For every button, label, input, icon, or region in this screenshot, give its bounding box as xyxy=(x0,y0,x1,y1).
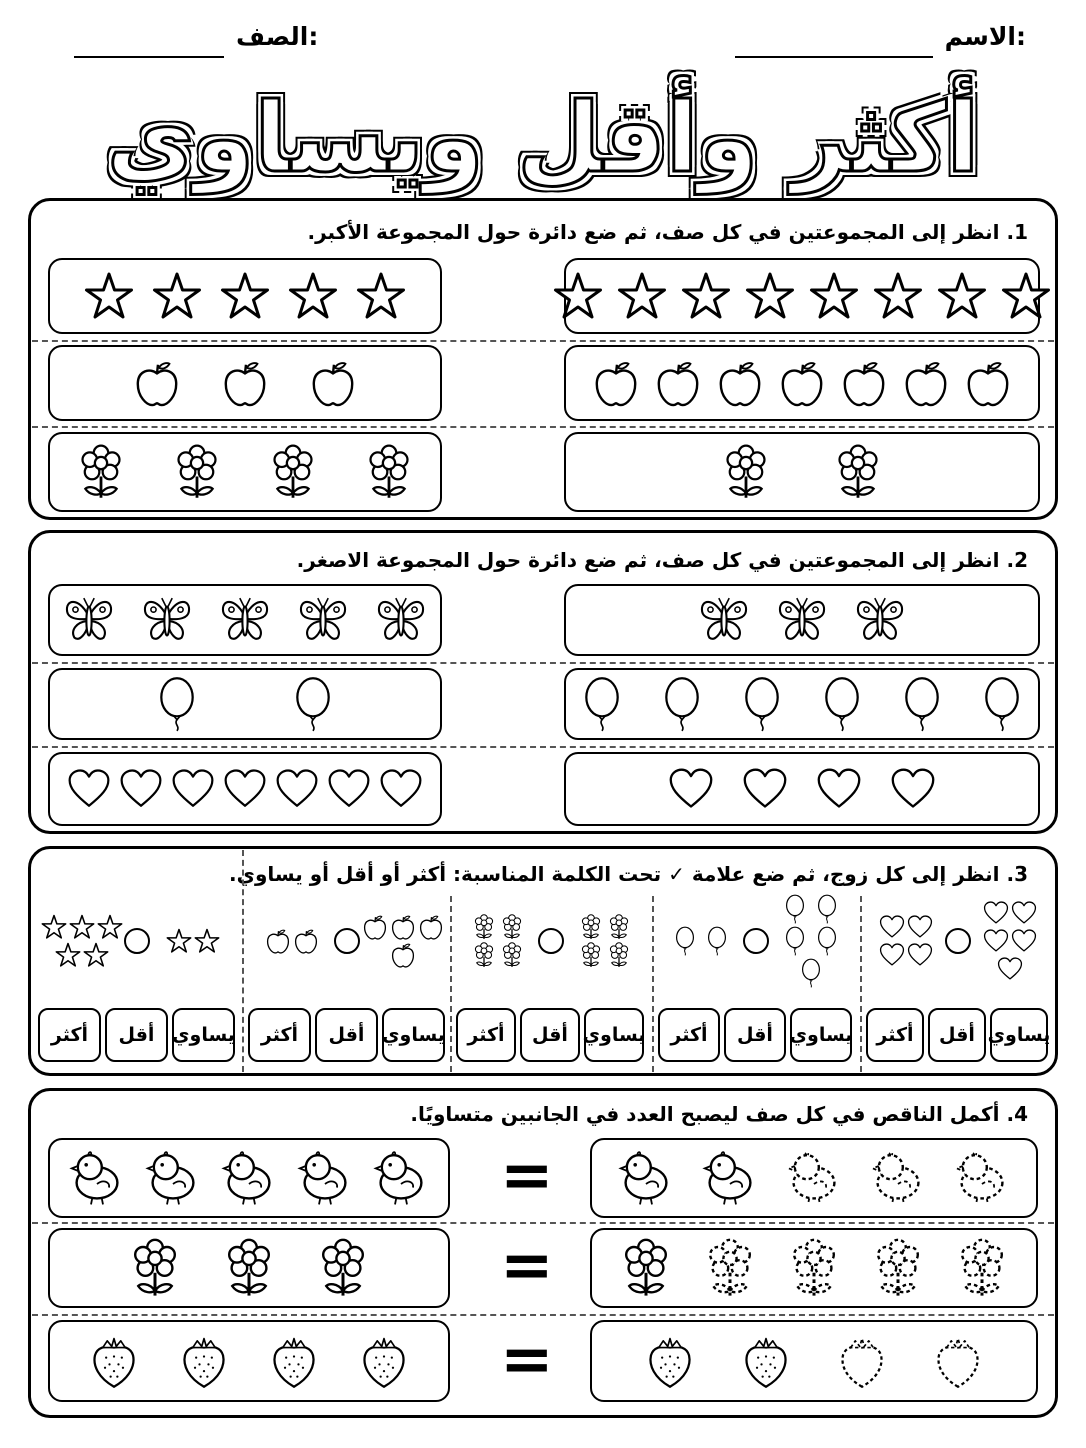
apple-icon xyxy=(418,914,444,940)
flower-trace-icon[interactable] xyxy=(868,1238,928,1298)
heart-icon xyxy=(890,766,936,812)
row-divider xyxy=(32,340,1054,342)
star-icon xyxy=(937,271,987,321)
option-equal-button[interactable]: يساوي xyxy=(990,1008,1048,1062)
star-icon xyxy=(55,942,81,968)
s2-r3-right-group[interactable] xyxy=(564,752,1040,826)
option-less-button[interactable]: أقل xyxy=(520,1008,580,1062)
star-icon xyxy=(84,271,134,321)
option-less-button[interactable]: أقل xyxy=(724,1008,786,1062)
section-2-instruction: 2. انظر إلى المجموعتين في كل صف، ثم ضع دائرة حول المجموعة الاصغر. xyxy=(296,548,1028,572)
row-divider xyxy=(32,1222,1054,1224)
option-equal-button[interactable]: يساوي xyxy=(790,1008,852,1062)
answer-circle[interactable] xyxy=(945,928,971,954)
answer-circle[interactable] xyxy=(334,928,360,954)
s2-r2-left-items xyxy=(50,670,440,738)
pair-group xyxy=(361,914,444,968)
star-icon xyxy=(83,942,109,968)
option-less-button[interactable]: أقل xyxy=(928,1008,986,1062)
s4-r2-left-items xyxy=(50,1230,448,1306)
s2-r3-right-items xyxy=(566,754,1038,824)
s4-r3-left-items xyxy=(50,1322,448,1400)
flower-icon xyxy=(169,444,225,500)
star-icon xyxy=(69,914,95,940)
balloon-icon xyxy=(702,926,732,956)
heart-icon xyxy=(1011,900,1037,926)
s4-r2-right-group[interactable] xyxy=(590,1228,1038,1308)
s4-r1-right-items xyxy=(592,1140,1036,1216)
chick-icon xyxy=(700,1148,760,1208)
apple-icon xyxy=(221,359,269,407)
balloon-icon xyxy=(812,894,842,924)
s1-r2-left-group[interactable] xyxy=(48,345,442,421)
flower-icon xyxy=(219,1238,279,1298)
s4-r1-left-group[interactable] xyxy=(48,1138,450,1218)
heart-icon xyxy=(907,914,933,940)
answer-circle[interactable] xyxy=(538,928,564,954)
star-icon xyxy=(1001,271,1051,321)
s2-r1-right-items xyxy=(566,586,1038,654)
flower-icon xyxy=(578,914,604,940)
balloon-icon xyxy=(670,926,700,956)
compare-pair xyxy=(862,900,1054,1070)
s2-r1-left-items xyxy=(50,586,440,654)
heart-icon xyxy=(67,767,111,811)
heart-icon xyxy=(997,956,1023,982)
heart-icon xyxy=(983,900,1009,926)
heart-icon xyxy=(879,914,905,940)
balloon-icon xyxy=(796,958,826,988)
flower-icon xyxy=(718,444,774,500)
apple-icon xyxy=(840,359,888,407)
compare-pair xyxy=(654,900,858,1070)
s4-r1-left-items xyxy=(50,1140,448,1216)
butterfly-icon xyxy=(297,594,349,646)
butterfly-icon xyxy=(219,594,271,646)
s4-r3-right-group[interactable] xyxy=(590,1320,1038,1402)
chick-trace-icon[interactable] xyxy=(952,1148,1012,1208)
class-label: الصف: xyxy=(236,22,319,51)
balloon-icon xyxy=(974,676,1030,732)
star-icon xyxy=(617,271,667,321)
heart-icon xyxy=(275,767,319,811)
pair-group xyxy=(151,928,234,954)
flower-icon xyxy=(313,1238,373,1298)
star-icon xyxy=(194,928,220,954)
section-3-instruction: 3. انظر إلى كل زوج، ثم ضع علامة ✓ تحت الكلمة المناسبة: أكثر أو أقل أو يساوي. xyxy=(229,862,1028,886)
pair-group xyxy=(660,926,742,956)
option-equal-button[interactable]: يساوي xyxy=(584,1008,644,1062)
star-icon xyxy=(745,271,795,321)
s1-r3-left-group[interactable] xyxy=(48,432,442,512)
option-equal-button[interactable]: يساوي xyxy=(382,1008,445,1062)
row-divider xyxy=(32,426,1054,428)
pair-group xyxy=(770,894,852,988)
page-title: أكثر وأقل ويساوي xyxy=(106,82,980,194)
balloon-icon xyxy=(894,676,950,732)
flower-icon xyxy=(499,914,525,940)
balloon-icon xyxy=(734,676,790,732)
pair-group xyxy=(458,914,537,968)
butterfly-icon xyxy=(63,594,115,646)
s1-r3-right-items xyxy=(566,434,1038,510)
star-icon xyxy=(873,271,923,321)
s4-r1-right-group[interactable] xyxy=(590,1138,1038,1218)
apple-icon xyxy=(133,359,181,407)
section-4-instruction: 4. أكمل الناقص في كل صف ليصبح العدد في الجانبين متساويًا. xyxy=(410,1102,1028,1126)
balloon-icon xyxy=(654,676,710,732)
flower-icon xyxy=(265,444,321,500)
row-divider xyxy=(32,746,1054,748)
balloon-icon xyxy=(149,676,205,732)
star-icon xyxy=(356,271,406,321)
apple-icon xyxy=(390,914,416,940)
equals-sign: = xyxy=(500,1323,554,1397)
flower-icon xyxy=(125,1238,185,1298)
s2-r2-left-group[interactable] xyxy=(48,668,442,740)
flower-icon xyxy=(616,1238,676,1298)
s2-r1-right-group[interactable] xyxy=(564,584,1040,656)
flower-trace-icon[interactable] xyxy=(784,1238,844,1298)
flower-icon xyxy=(471,914,497,940)
flower-icon xyxy=(73,444,129,500)
s2-r3-left-group[interactable] xyxy=(48,752,442,826)
equals-sign: = xyxy=(500,1229,554,1303)
s1-r2-right-items xyxy=(566,347,1038,419)
star-icon xyxy=(41,914,67,940)
apple-icon xyxy=(964,359,1012,407)
butterfly-icon xyxy=(141,594,193,646)
chick-icon xyxy=(616,1148,676,1208)
s4-r3-left-group[interactable] xyxy=(48,1320,450,1402)
section-1-instruction: 1. انظر إلى المجموعتين في كل صف، ثم ضع دائرة حول المجموعة الأكبر. xyxy=(307,220,1028,244)
option-more-button[interactable]: أكثر xyxy=(866,1008,924,1062)
star-icon xyxy=(166,928,192,954)
balloon-icon xyxy=(780,894,810,924)
name-blank-field[interactable] xyxy=(735,56,933,58)
option-less-button[interactable]: أقل xyxy=(315,1008,378,1062)
flower-icon xyxy=(578,942,604,968)
butterfly-icon xyxy=(854,594,906,646)
s2-r3-left-items xyxy=(50,754,440,824)
butterfly-icon xyxy=(776,594,828,646)
heart-icon xyxy=(1011,928,1037,954)
s1-r3-left-items xyxy=(50,434,440,510)
row-divider xyxy=(32,662,1054,664)
heart-icon xyxy=(223,767,267,811)
star-icon xyxy=(220,271,270,321)
pair-group xyxy=(972,900,1048,982)
balloon-icon xyxy=(812,926,842,956)
strawberry-icon xyxy=(86,1333,142,1389)
apple-icon xyxy=(390,942,416,968)
apple-icon xyxy=(592,359,640,407)
equals-sign: = xyxy=(500,1139,554,1213)
s4-r3-right-items xyxy=(592,1322,1036,1400)
heart-icon xyxy=(119,767,163,811)
flower-icon xyxy=(606,914,632,940)
star-icon xyxy=(152,271,202,321)
flower-icon xyxy=(471,942,497,968)
heart-icon xyxy=(171,767,215,811)
heart-icon xyxy=(742,766,788,812)
s1-r1-right-group[interactable] xyxy=(564,258,1040,334)
s1-r2-left-items xyxy=(50,347,440,419)
heart-icon xyxy=(907,942,933,968)
compare-pair xyxy=(34,900,240,1070)
apple-icon xyxy=(716,359,764,407)
row-divider xyxy=(32,1314,1054,1316)
butterfly-icon xyxy=(375,594,427,646)
strawberry-icon xyxy=(266,1333,322,1389)
chick-icon xyxy=(371,1148,431,1208)
apple-icon xyxy=(902,359,950,407)
strawberry-icon xyxy=(642,1333,698,1389)
balloon-icon xyxy=(814,676,870,732)
heart-icon xyxy=(816,766,862,812)
s1-r2-right-group[interactable] xyxy=(564,345,1040,421)
heart-icon xyxy=(327,767,371,811)
heart-icon xyxy=(379,767,423,811)
s2-r2-right-items xyxy=(566,670,1038,738)
balloon-icon xyxy=(285,676,341,732)
flower-icon xyxy=(606,942,632,968)
s1-r1-right-items xyxy=(566,260,1038,332)
s1-r1-left-items xyxy=(50,260,440,332)
pair-group xyxy=(868,914,944,968)
s2-r2-right-group[interactable] xyxy=(564,668,1040,740)
compare-pair xyxy=(452,900,650,1070)
chick-icon xyxy=(295,1148,355,1208)
option-more-button[interactable]: أكثر xyxy=(38,1008,101,1062)
flower-trace-icon[interactable] xyxy=(952,1238,1012,1298)
strawberry-trace-icon[interactable] xyxy=(834,1333,890,1389)
strawberry-icon xyxy=(176,1333,232,1389)
apple-icon xyxy=(778,359,826,407)
chick-icon xyxy=(219,1148,279,1208)
strawberry-icon xyxy=(356,1333,412,1389)
chick-icon xyxy=(67,1148,127,1208)
option-more-button[interactable]: أكثر xyxy=(658,1008,720,1062)
apple-icon xyxy=(362,914,388,940)
flower-icon xyxy=(830,444,886,500)
strawberry-trace-icon[interactable] xyxy=(930,1333,986,1389)
heart-icon xyxy=(983,928,1009,954)
pair-group xyxy=(40,914,123,968)
star-icon xyxy=(553,271,603,321)
option-equal-button[interactable]: يساوي xyxy=(172,1008,235,1062)
butterfly-icon xyxy=(698,594,750,646)
compare-pair xyxy=(244,900,450,1070)
apple-icon xyxy=(309,359,357,407)
answer-circle[interactable] xyxy=(743,928,769,954)
flower-trace-icon[interactable] xyxy=(700,1238,760,1298)
chick-trace-icon[interactable] xyxy=(868,1148,928,1208)
balloon-icon xyxy=(574,676,630,732)
apple-icon xyxy=(293,928,319,954)
s2-r1-left-group[interactable] xyxy=(48,584,442,656)
chick-icon xyxy=(143,1148,203,1208)
heart-icon xyxy=(668,766,714,812)
s4-r2-left-group[interactable] xyxy=(48,1228,450,1308)
s1-r1-left-group[interactable] xyxy=(48,258,442,334)
balloon-icon xyxy=(780,926,810,956)
s1-r3-right-group[interactable] xyxy=(564,432,1040,512)
apple-icon xyxy=(654,359,702,407)
s4-r2-right-items xyxy=(592,1230,1036,1306)
strawberry-icon xyxy=(738,1333,794,1389)
name-label: الاسم: xyxy=(944,22,1026,51)
option-more-button[interactable]: أكثر xyxy=(456,1008,516,1062)
option-more-button[interactable]: أكثر xyxy=(248,1008,311,1062)
flower-icon xyxy=(499,942,525,968)
star-icon xyxy=(681,271,731,321)
star-icon xyxy=(288,271,338,321)
pair-group xyxy=(565,914,644,968)
star-icon xyxy=(809,271,859,321)
pair-group xyxy=(250,928,333,954)
answer-circle[interactable] xyxy=(124,928,150,954)
star-icon xyxy=(97,914,123,940)
flower-icon xyxy=(361,444,417,500)
apple-icon xyxy=(265,928,291,954)
class-blank-field[interactable] xyxy=(74,56,224,58)
heart-icon xyxy=(879,942,905,968)
option-less-button[interactable]: أقل xyxy=(105,1008,168,1062)
chick-trace-icon[interactable] xyxy=(784,1148,844,1208)
